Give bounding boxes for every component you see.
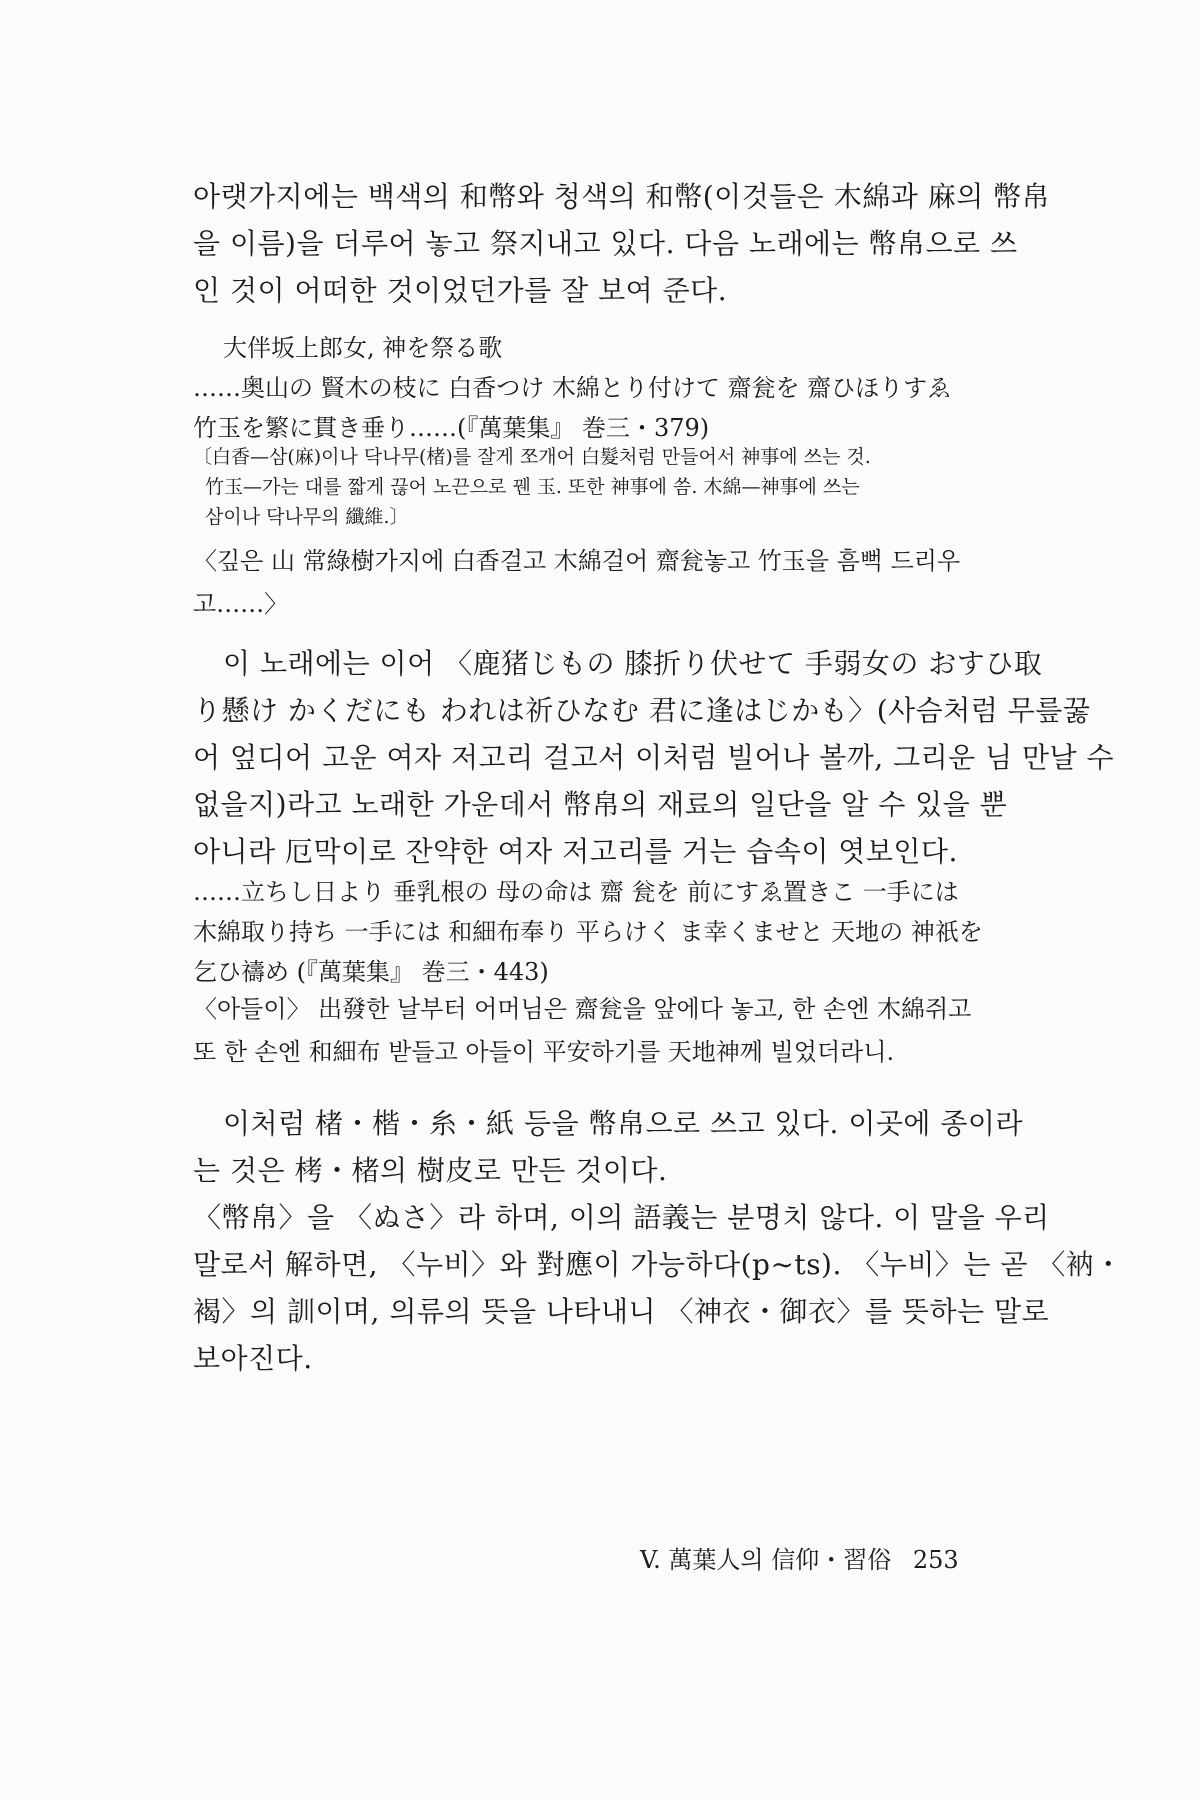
verse-quote-2 — [193, 872, 1013, 992]
text-line: 어 엎디어 고운 여자 저고리 걸고서 이처럼 빌어나 볼까, 그리운 님 만날 수 — [193, 741, 1115, 774]
text-line: 는 것은 栲・楮의 樹皮로 만든 것이다. — [193, 1154, 668, 1187]
paragraph-1 — [193, 173, 1051, 314]
paragraph-3 — [193, 1100, 1024, 1194]
verse-line: ……立ちし日より 垂乳根の 母の命は 齋 瓮を 前にすゑ置きこ 一手には — [193, 878, 959, 906]
translation-line: 고……〉 — [193, 590, 289, 618]
text-line: 이처럼 楮・楷・糸・紙 등을 幣帛으로 쓰고 있다. 이곳에 종이라 — [223, 1107, 1024, 1140]
text-line: 〈幣帛〉을 〈ぬさ〉라 하며, 이의 語義는 분명치 않다. 이 말을 우리 — [193, 1201, 1050, 1234]
verse-quote-1 — [193, 328, 1013, 448]
page-footer — [640, 1540, 959, 1575]
annotation-note — [193, 442, 1013, 532]
verse-line: 木綿取り持ち 一手には 和細布奉り 平らけく ま幸くませと 天地の 神祇を — [193, 918, 983, 946]
text-line: 아랫가지에는 백색의 和幣와 청색의 和幣(이것들은 木綿과 麻의 幣帛 — [193, 180, 1051, 213]
translation-line: 〈깊은 山 常綠樹가지에 白香걸고 木綿걸어 齋瓮놓고 竹玉을 흠뻑 드리우 — [193, 547, 961, 575]
text-line: 아니라 厄막이로 잔약한 여자 저고리를 거는 습속이 엿보인다. — [193, 835, 958, 868]
text-line: 이 노래에는 이어 〈鹿猪じもの 膝折り伏せて 手弱女の おすひ取 — [223, 647, 1043, 680]
text-line: 褐〉의 訓이며, 의류의 뜻을 나타내니 〈神衣・御衣〉를 뜻하는 말로 — [193, 1295, 1050, 1328]
translation-2 — [193, 988, 1013, 1074]
text-line: 보아진다. — [193, 1342, 313, 1375]
translation-line: 〈아들이〉 出發한 날부터 어머님은 齋瓮을 앞에다 놓고, 한 손엔 木綿쥐고 — [193, 995, 972, 1023]
note-line: 삼이나 닥나무의 纖維.〕 — [205, 506, 409, 528]
verse-line: 竹玉を繁に貫き垂り……(『萬葉集』 巻三・379) — [193, 414, 710, 442]
note-line: 竹玉—가는 대를 짧게 끊어 노끈으로 꿴 玉. 또한 神事에 씀. 木綿—神事에 쓰는 — [205, 476, 860, 498]
translation-1 — [193, 540, 1013, 626]
text-line: り懸け かくだにも われは祈ひなむ 君に逢はじかも〉(사슴처럼 무릎꿇 — [193, 694, 1091, 727]
verse-line: ……奥山の 賢木の枝に 白香つけ 木綿とり付けて 齋瓮を 齋ひほりすゑ — [193, 374, 952, 402]
translation-line: 또 한 손엔 和細布 받들고 아들이 平安하기를 天地神께 빌었더라니. — [193, 1038, 895, 1066]
paragraph-2 — [193, 640, 1115, 875]
running-head: V. 萬葉人의 信仰・習俗 — [640, 1546, 892, 1574]
verse-title: 大伴坂上郎女, 神を祭る歌 — [223, 334, 503, 362]
text-line: 없을지)라고 노래한 가운데서 幣帛의 재료의 일단을 알 수 있을 뿐 — [193, 788, 1008, 821]
verse-line: 乞ひ禱め (『萬葉集』 巻三・443) — [193, 958, 549, 986]
page-number: 253 — [912, 1546, 959, 1574]
text-line: 말로서 解하면, 〈누비〉와 對應이 가능하다(p∼ts). 〈누비〉는 곧 〈衲・ — [193, 1248, 1123, 1281]
paragraph-4 — [193, 1194, 1123, 1382]
note-line: 〔白香—삼(麻)이나 닥나무(楮)를 잘게 쪼개어 白髮처럼 만들어서 神事에 쓰는 것. — [193, 446, 871, 468]
text-line: 을 이름)을 더루어 놓고 祭지내고 있다. 다음 노래에는 幣帛으로 쓰 — [193, 227, 1018, 260]
text-line: 인 것이 어떠한 것이었던가를 잘 보여 준다. — [193, 274, 728, 307]
